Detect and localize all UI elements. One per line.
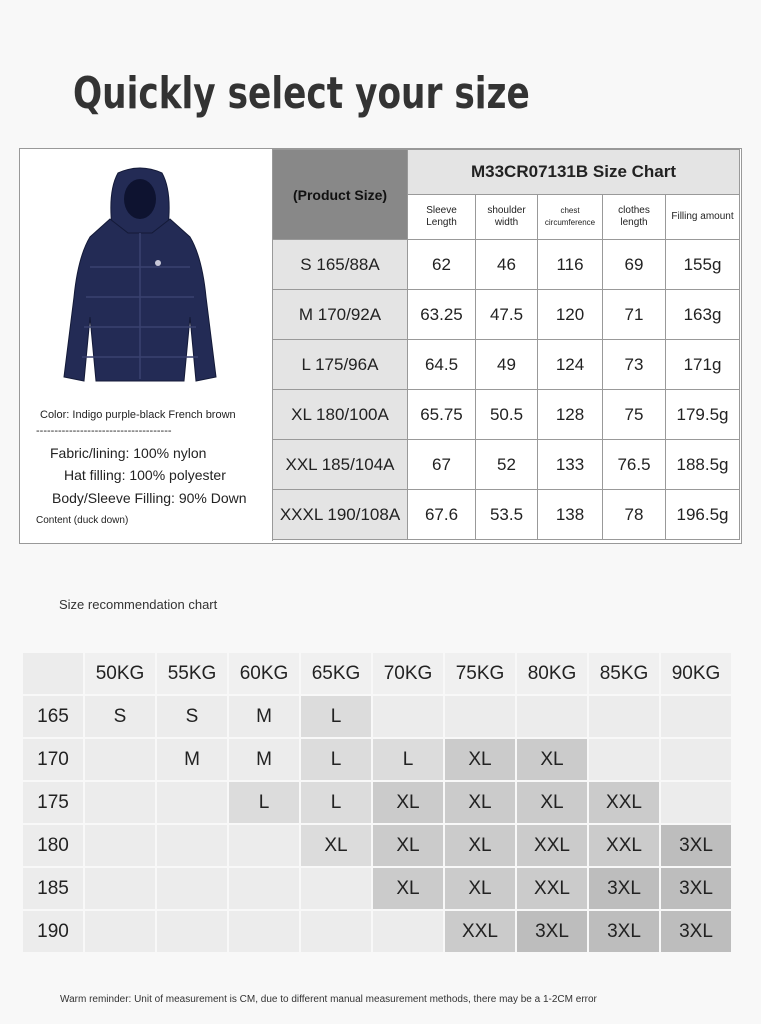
size-label: M 170/92A: [273, 290, 408, 340]
rec-cell: 3XL: [589, 911, 659, 952]
rec-cell: XXL: [517, 868, 587, 909]
table-cell: 75: [603, 390, 666, 440]
table-cell: 67.6: [408, 490, 476, 540]
height-label: 170: [23, 739, 83, 780]
table-cell: 69: [603, 240, 666, 290]
weight-header: 60KG: [229, 653, 299, 694]
height-label: 190: [23, 911, 83, 952]
table-cell: 120: [538, 290, 603, 340]
rec-cell: L: [301, 782, 371, 823]
size-label: S 165/88A: [273, 240, 408, 290]
rec-cell: [589, 739, 659, 780]
rec-cell: XL: [445, 868, 515, 909]
corner-cell: [23, 653, 83, 694]
rec-cell: [85, 911, 155, 952]
rec-cell: XXL: [589, 782, 659, 823]
page-title: Quickly select your size: [73, 68, 530, 119]
rec-cell: L: [229, 782, 299, 823]
table-cell: 49: [476, 340, 538, 390]
table-cell: 116: [538, 240, 603, 290]
rec-cell: 3XL: [661, 868, 731, 909]
table-cell: 71: [603, 290, 666, 340]
size-label: L 175/96A: [273, 340, 408, 390]
recommendation-table: [21, 651, 733, 954]
table-cell: 62: [408, 240, 476, 290]
product-fabric: Fabric/lining: 100% nylon: [50, 445, 207, 461]
table-cell: 64.5: [408, 340, 476, 390]
height-label: 180: [23, 825, 83, 866]
table-cell: 128: [538, 390, 603, 440]
divider: -------------------------------------: [36, 425, 172, 437]
rec-cell: M: [157, 739, 227, 780]
rec-cell: XL: [517, 739, 587, 780]
table-cell: 78: [603, 490, 666, 540]
rec-cell: [445, 696, 515, 737]
product-size-header: (Product Size): [273, 150, 408, 240]
rec-cell: [157, 782, 227, 823]
table-cell: 52: [476, 440, 538, 490]
rec-cell: XL: [373, 782, 443, 823]
product-color: Color: Indigo purple-black French brown: [40, 409, 236, 421]
column-header: clothes length: [603, 195, 666, 240]
column-header: shoulder width: [476, 195, 538, 240]
rec-cell: S: [85, 696, 155, 737]
table-cell: 179.5g: [666, 390, 740, 440]
rec-cell: L: [301, 696, 371, 737]
weight-header: 85KG: [589, 653, 659, 694]
rec-cell: [661, 696, 731, 737]
height-label: 175: [23, 782, 83, 823]
size-label: XL 180/100A: [273, 390, 408, 440]
height-label: 185: [23, 868, 83, 909]
weight-header: 70KG: [373, 653, 443, 694]
rec-cell: [85, 782, 155, 823]
rec-cell: [229, 911, 299, 952]
rec-cell: XL: [517, 782, 587, 823]
column-header: Filling amount: [666, 195, 740, 240]
table-cell: 63.25: [408, 290, 476, 340]
rec-cell: 3XL: [589, 868, 659, 909]
rec-cell: [157, 868, 227, 909]
rec-cell: XL: [301, 825, 371, 866]
table-cell: 53.5: [476, 490, 538, 540]
table-cell: 133: [538, 440, 603, 490]
rec-cell: S: [157, 696, 227, 737]
rec-cell: XL: [373, 825, 443, 866]
rec-cell: XL: [445, 739, 515, 780]
rec-cell: [661, 782, 731, 823]
rec-cell: [229, 825, 299, 866]
table-cell: 46: [476, 240, 538, 290]
rec-cell: [373, 911, 443, 952]
table-cell: 47.5: [476, 290, 538, 340]
rec-cell: [157, 911, 227, 952]
weight-header: 50KG: [85, 653, 155, 694]
table-cell: 155g: [666, 240, 740, 290]
recommendation-title: Size recommendation chart: [59, 597, 218, 612]
rec-cell: XXL: [445, 911, 515, 952]
product-panel: [20, 149, 273, 541]
rec-cell: [373, 696, 443, 737]
rec-cell: [301, 911, 371, 952]
warm-reminder: Warm reminder: Unit of measurement is CM, due to different manual measurement methods, there may be a 1-2CM error: [60, 994, 597, 1005]
rec-cell: [661, 739, 731, 780]
table-cell: 163g: [666, 290, 740, 340]
rec-cell: [85, 739, 155, 780]
rec-cell: [157, 825, 227, 866]
table-cell: 188.5g: [666, 440, 740, 490]
rec-cell: XL: [445, 782, 515, 823]
rec-cell: [229, 868, 299, 909]
size-chart-panel: [19, 148, 742, 544]
rec-cell: L: [373, 739, 443, 780]
column-header: Sleeve Length: [408, 195, 476, 240]
weight-header: 90KG: [661, 653, 731, 694]
product-content: Content (duck down): [36, 515, 129, 526]
rec-cell: 3XL: [661, 825, 731, 866]
height-label: 165: [23, 696, 83, 737]
product-body-filling: Body/Sleeve Filling: 90% Down: [52, 490, 247, 506]
column-header: chest circumference: [538, 195, 603, 240]
rec-cell: L: [301, 739, 371, 780]
rec-cell: XL: [373, 868, 443, 909]
size-label: XXXL 190/108A: [273, 490, 408, 540]
table-cell: 171g: [666, 340, 740, 390]
weight-header: 75KG: [445, 653, 515, 694]
table-cell: 73: [603, 340, 666, 390]
rec-cell: XXL: [589, 825, 659, 866]
rec-cell: XL: [445, 825, 515, 866]
rec-cell: 3XL: [517, 911, 587, 952]
size-chart-title: M33CR07131B Size Chart: [408, 150, 740, 195]
table-cell: 50.5: [476, 390, 538, 440]
rec-cell: XXL: [517, 825, 587, 866]
size-chart-table: [272, 149, 740, 540]
table-cell: 124: [538, 340, 603, 390]
jacket-image: [60, 167, 220, 393]
rec-cell: 3XL: [661, 911, 731, 952]
rec-cell: M: [229, 696, 299, 737]
rec-cell: [85, 868, 155, 909]
product-hat-filling: Hat filling: 100% polyester: [64, 467, 226, 483]
table-cell: 67: [408, 440, 476, 490]
table-cell: 196.5g: [666, 490, 740, 540]
table-cell: 76.5: [603, 440, 666, 490]
rec-cell: M: [229, 739, 299, 780]
rec-cell: [301, 868, 371, 909]
weight-header: 55KG: [157, 653, 227, 694]
rec-cell: [517, 696, 587, 737]
weight-header: 80KG: [517, 653, 587, 694]
rec-cell: [85, 825, 155, 866]
weight-header: 65KG: [301, 653, 371, 694]
table-cell: 65.75: [408, 390, 476, 440]
rec-cell: [589, 696, 659, 737]
size-label: XXL 185/104A: [273, 440, 408, 490]
table-cell: 138: [538, 490, 603, 540]
